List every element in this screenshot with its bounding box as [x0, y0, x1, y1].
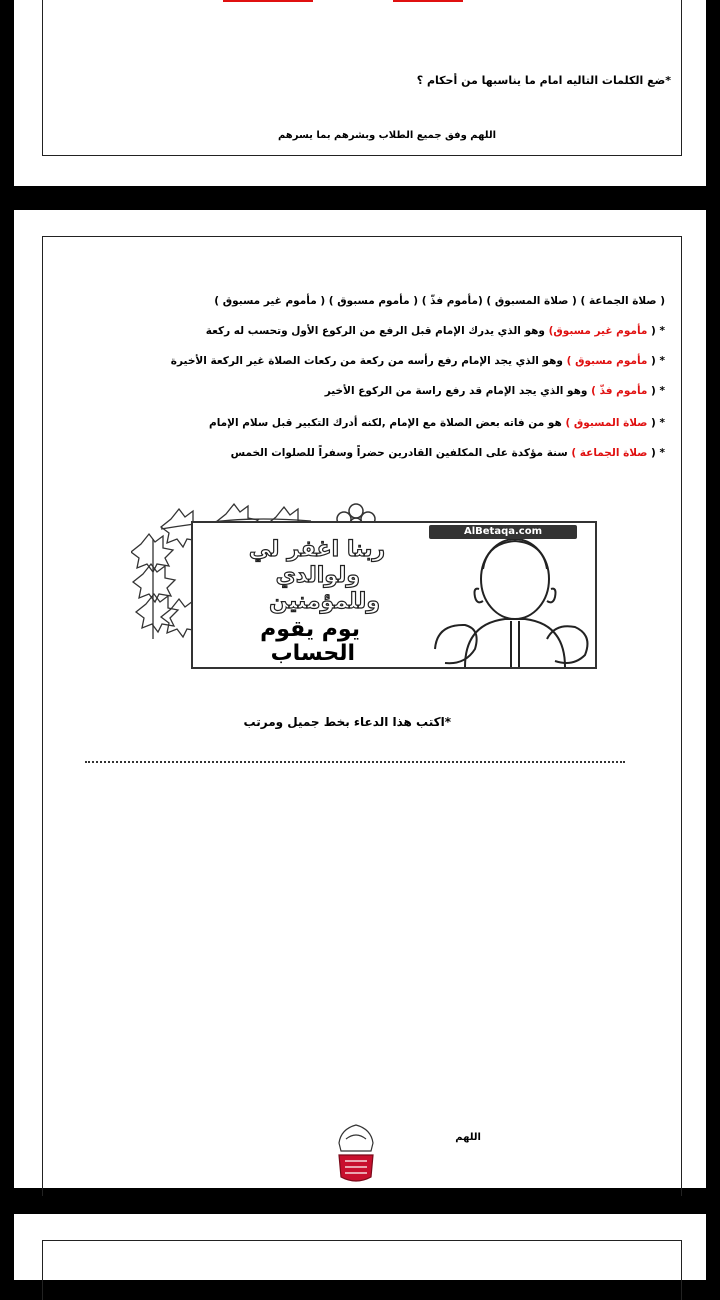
card-line-3: وللمؤمنين [269, 589, 380, 614]
card-frame [191, 521, 597, 669]
item-row-2 [171, 355, 665, 367]
prayer-text: اللهم وفق جميع الطلاب وبشرهم بما يسرهم [277, 130, 496, 141]
site-label: AlBetaqa.com [429, 525, 577, 539]
item-row-3 [325, 385, 665, 397]
options-list: ( صلاة الجماعة ) ( صلاة المسبوق ) (مأموم فذّ ) ( مأموم مسبوق ) ( مأموم غير مسبوق ) [214, 295, 665, 307]
item-answer: مأموم غير مسبوق) [548, 325, 648, 337]
item-answer: صلاة المسبوق ) [565, 417, 648, 429]
footer-word: اللهم [455, 1132, 481, 1143]
item-row-4 [209, 417, 665, 429]
instruction-text: *ضع الكلمات التاليه امام ما يناسبها من أحكام ؟ [416, 74, 671, 87]
page-2 [14, 210, 706, 1188]
page-3 [14, 1214, 706, 1280]
item-text: هو من فاته بعض الصلاة مع الإمام ,لكنه أدرك التكبير قبل سلام الإمام [209, 417, 562, 429]
item-text: وهو الذي يجد الإمام رفع رأسه من ركعة من ركعات الصلاة غير الركعة الأخيرة [170, 355, 563, 367]
item-prefix: * ( [651, 447, 665, 459]
dua-card-illustration [131, 499, 601, 671]
card-line-5: الحساب [270, 641, 355, 666]
write-instruction: *اكتب هذا الدعاء بخط جميل ومرتب [243, 715, 451, 729]
item-prefix: * ( [651, 355, 665, 367]
item-prefix: * ( [651, 417, 665, 429]
writing-line [85, 761, 625, 763]
card-line-2: ولوالدي [275, 563, 360, 588]
card-line-1: ربنا اغفر لي [248, 537, 385, 562]
item-row-5 [231, 447, 665, 459]
red-text-fragment [393, 0, 463, 2]
page-1 [14, 0, 706, 186]
item-answer: صلاة الجماعة ) [571, 447, 648, 459]
item-text: وهو الذي يجد الإمام قد رفع راسة من الركوع الأخير [324, 385, 588, 397]
item-answer: مأموم مسبوق ) [566, 355, 648, 367]
item-answer: مأموم فذّ ) [591, 385, 648, 397]
item-prefix: * ( [651, 385, 665, 397]
praying-boy-icon [425, 539, 595, 667]
red-text-fragment [223, 0, 313, 2]
item-prefix: * ( [651, 325, 665, 337]
page-2-frame [42, 236, 682, 1196]
page-1-frame [42, 0, 682, 156]
item-text: وهو الذي يدرك الإمام قبل الرفع من الركوع الأول وتحسب له ركعة [205, 325, 545, 337]
card-line-4: يوم يقوم [260, 617, 360, 642]
item-text: سنة مؤكدة على المكلفين القادرين حضراً وسفراً للصلوات الخمس [230, 447, 568, 459]
item-row-1 [206, 325, 665, 337]
page-3-frame [42, 1240, 682, 1300]
emblem-icon [331, 1121, 381, 1187]
